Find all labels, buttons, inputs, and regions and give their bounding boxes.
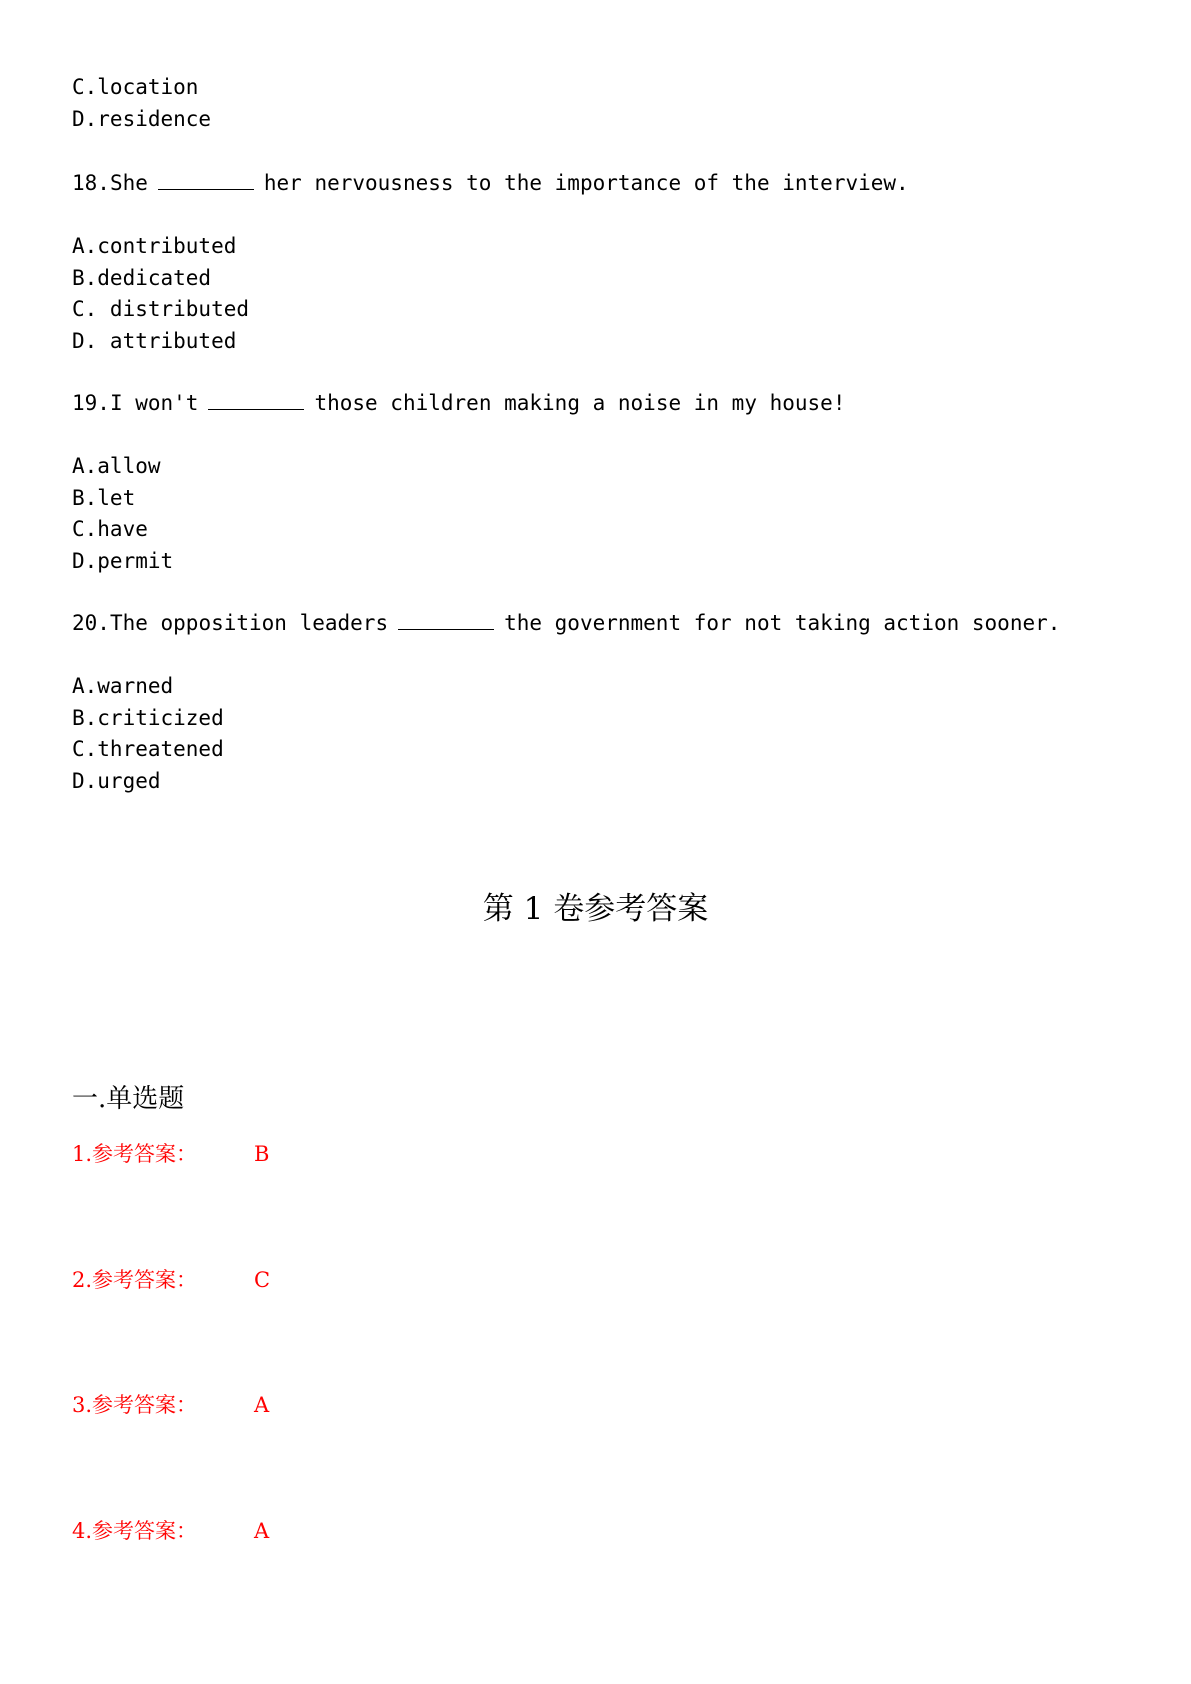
- option-b: B.dedicated: [72, 266, 212, 290]
- question-number: 19.: [72, 391, 110, 415]
- option-c: C.threatened: [72, 737, 224, 761]
- question-18-stem: [72, 170, 909, 196]
- answer-label: 4.参考答案：: [72, 1519, 198, 1543]
- answer-label: 2.参考答案：: [72, 1268, 198, 1292]
- question-text-before: I won't: [109, 391, 199, 415]
- question-text-after: those children making a noise in my house!: [314, 391, 846, 415]
- option-a: A.warned: [72, 674, 174, 698]
- answer-blank: [208, 391, 304, 410]
- answer-section-title: 第 1 卷参考答案: [482, 891, 709, 927]
- option-d: D.permit: [72, 549, 174, 573]
- option-c: C.have: [72, 517, 148, 541]
- answer-value: C: [254, 1268, 271, 1292]
- question-text-before: She: [109, 171, 148, 195]
- option-a: A.contributed: [72, 234, 237, 258]
- answer-1: [72, 1141, 270, 1167]
- option-b: B.let: [72, 486, 136, 510]
- answer-label: 1.参考答案：: [72, 1142, 198, 1166]
- option-d: D. attributed: [72, 329, 237, 353]
- answer-blank: [398, 611, 494, 630]
- question-19-stem: [72, 390, 845, 416]
- option-a: A.allow: [72, 454, 161, 478]
- option-c: C. distributed: [72, 297, 250, 321]
- question-text-after: the government for not taking action sooner.: [504, 611, 1061, 635]
- answer-4: [72, 1518, 270, 1544]
- option-d: D.residence: [72, 107, 212, 131]
- answer-blank: [158, 171, 254, 190]
- answer-value: A: [254, 1393, 270, 1417]
- option-b: B.criticized: [72, 706, 224, 730]
- answer-label: 3.参考答案：: [72, 1393, 198, 1417]
- answer-3: [72, 1392, 270, 1418]
- question-number: 20.: [72, 611, 110, 635]
- part-heading: 一.单选题: [72, 1084, 185, 1114]
- answer-value: B: [254, 1142, 270, 1166]
- question-text-after: her nervousness to the importance of the interview.: [263, 171, 909, 195]
- question-20-stem: [72, 610, 1060, 636]
- option-c: C.location: [72, 75, 199, 99]
- answer-value: A: [254, 1519, 270, 1543]
- option-d: D.urged: [72, 769, 161, 793]
- question-number: 18.: [72, 171, 110, 195]
- question-text-before: The opposition leaders: [109, 611, 389, 635]
- answer-2: [72, 1267, 271, 1293]
